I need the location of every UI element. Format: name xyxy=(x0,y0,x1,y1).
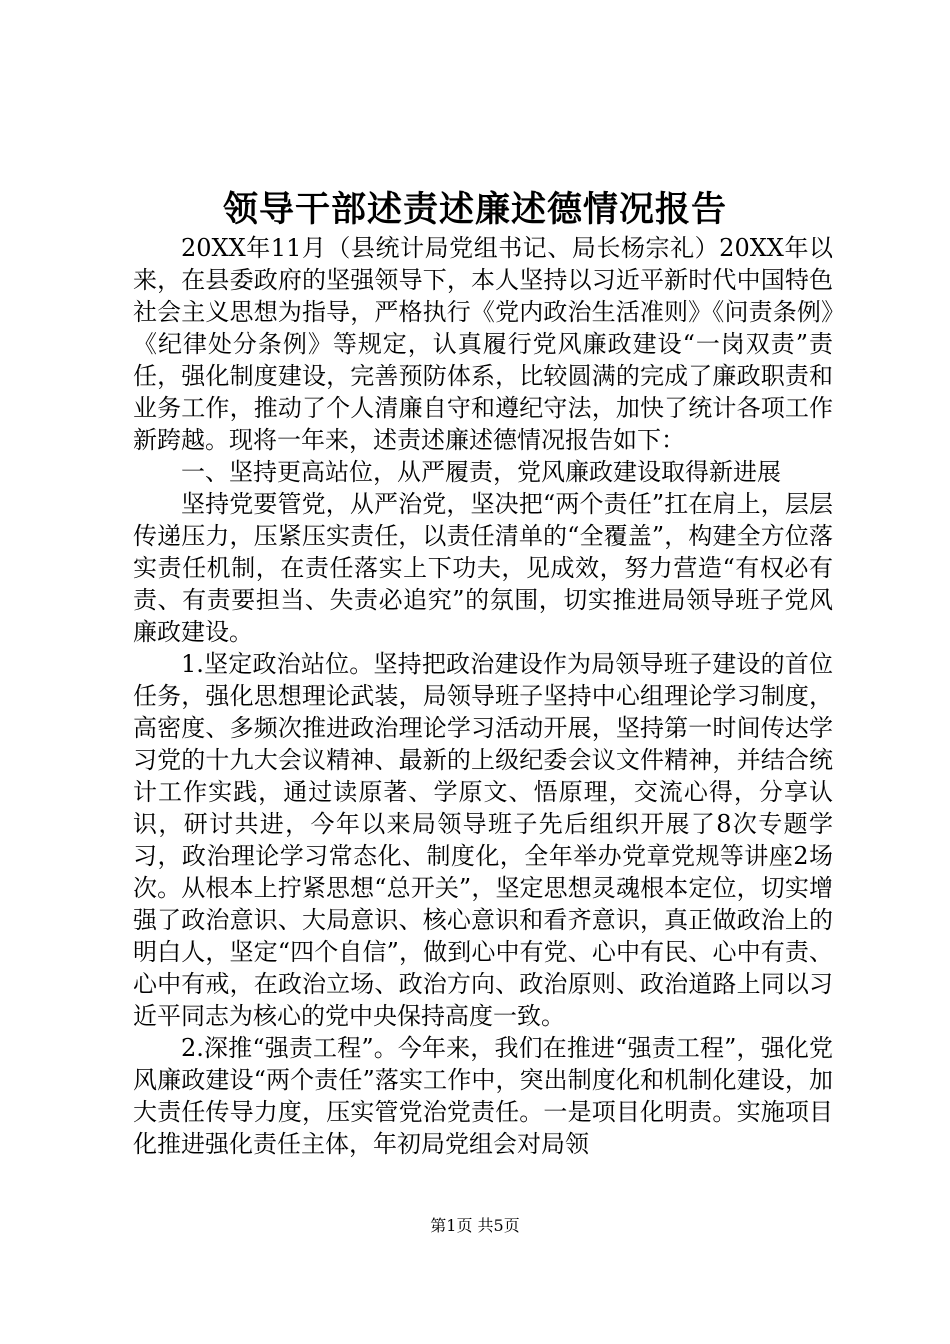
item-2-paragraph: 2.深推“强责工程”。今年来，我们在推进“强责工程”，强化党风廉政建设“两个责任”落实工作中，突出制度化和机制化建设，加大责任传导力度，压实管党治党责任。一是项目化明责。实施项目化推进强化责任主体，年初局党组会对局领 xyxy=(133,1034,833,1158)
section-heading-1: 一、坚持更高站位，从严履责，党风廉政建设取得新进展 xyxy=(181,458,781,486)
page-number-footer: 第1页 共5页 xyxy=(430,1216,520,1235)
document-body xyxy=(133,232,833,1160)
item-1-paragraph: 1.坚定政治站位。坚持把政治建设作为局领导班子建设的首位任务，强化思想理论武装，局领导班子坚持中心组理论学习制度，高密度、多频次推进政治理论学习活动开展，坚持第一时间传达学习党的十九大会议精神、最新的上级纪委会议文件精神，并结合统计工作实践，通过读原著、学原文、悟原理，交流心得，分享认识，研讨共进，今年以来局领导班子先后组织开展了8次专题学习，政治理论学习常态化、制度化，全年举办党章党规等讲座2场次。从根本上拧紧思想“总开关”，坚定思想灵魂根本定位，切实增强了政治意识、大局意识、核心意识和看齐意识，真正做政治上的明白人，坚定“四个自信”，做到心中有党、心中有民、心中有责、心中有戒，在政治立场、政治方向、政治原则、政治道路上同以习近平同志为核心的党中央保持高度一致。 xyxy=(133,650,833,1030)
intro-paragraph: 20XX年11月（县统计局党组书记、局长杨宗礼）20XX年以来，在县委政府的坚强领导下，本人坚持以习近平新时代中国特色社会主义思想为指导，严格执行《党内政治生活准则》《问责条例》《纪律处分条例》等规定，认真履行党风廉政建设“一岗双责”责任，强化制度建设，完善预防体系，比较圆满的完成了廉政职责和业务工作，推动了个人清廉自守和遵纪守法，加快了统计各项工作新跨越。现将一年来，述责述廉述德情况报告如下： xyxy=(133,234,833,454)
section-1-paragraph: 坚持党要管党，从严治党，坚决把“两个责任”扛在肩上，层层传递压力，压紧压实责任，以责任清单的“全覆盖”，构建全方位落实责任机制，在责任落实上下功夫，见成效，努力营造“有权必有责、有责要担当、失责必追究”的氛围，切实推进局领导班子党风廉政建设。 xyxy=(133,490,833,646)
document-title: 领导干部述责述廉述德情况报告 xyxy=(222,189,727,230)
